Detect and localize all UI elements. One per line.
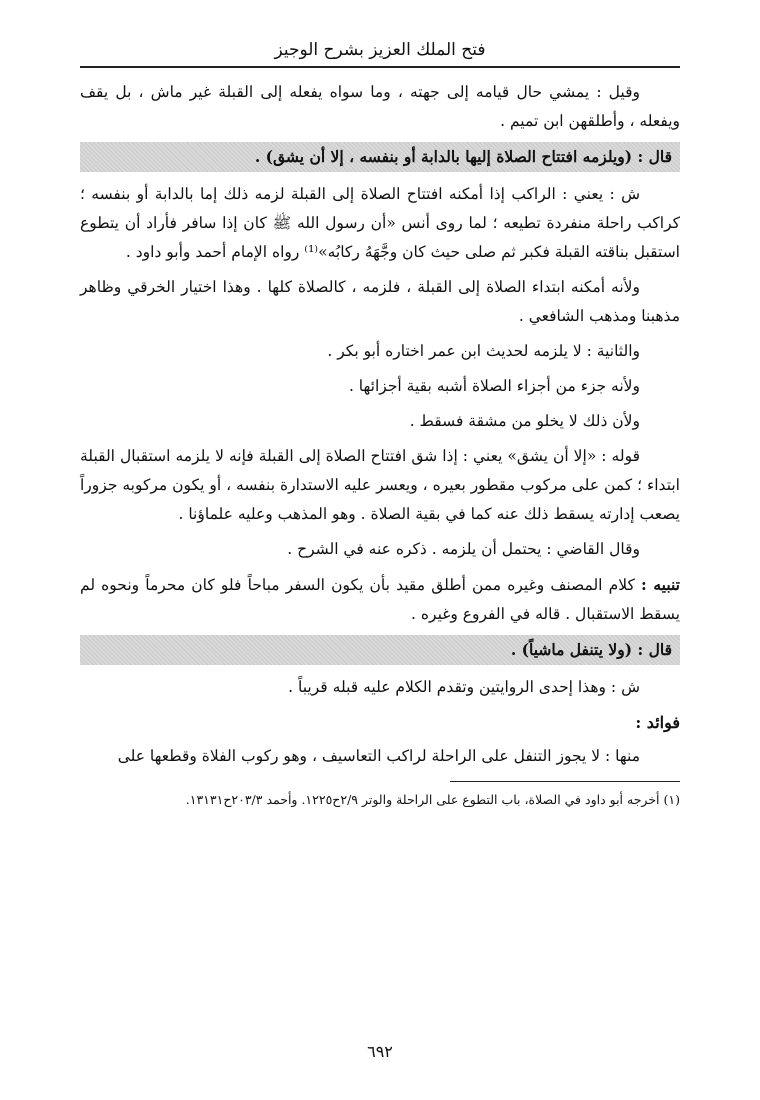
paragraph: قوله : «إلا أن يشق» يعني : إذا شق افتتاح الصلاة إلى القبلة فإنه لا يلزمه استقبال القبلة ابتداء ؛ كمن على مركوب مقطور بعيره ، ويعسر عليه الاستدارة بنفسه ، أو يكون مركوبه جزوراً يصعب إدارته يسقط ذلك عنه كما في بقية الصلاة . وهو المذهب وعليه علماؤنا .: [80, 447, 680, 523]
paragraph: ش : وهذا إحدى الروايتين وتقدم الكلام عليه قبله قريباً .: [288, 678, 640, 696]
note-text: كلام المصنف وغيره ممن أطلق مقيد بأن يكون السفر مباحاً فلو كان محرماً ونحوه لم يسقط الاستقبال . قاله في الفروع وغيره .: [80, 576, 680, 623]
paragraph: ولأنه أمكنه ابتداء الصلاة إلى القبلة ، فلزمه ، كالصلاة كلها . وهذا اختيار الخرقي وظاهر مذهبنا ومذهب الشافعي .: [80, 278, 680, 325]
paragraph: وقيل : يمشي حال قيامه إلى جهته ، وما سواه يفعله إلى القبلة غير ماش ، بل يقف ويفعله ، وأطلقهن ابن تميم .: [80, 83, 680, 130]
footnote: (١) أخرجه أبو داود في الصلاة، باب التطوع على الراحلة والوتر ٢/٩ح١٢٢٥. وأحمد ٢٠٣/٣ح١٣١٣١.: [185, 792, 680, 807]
footnote-divider: [450, 781, 680, 782]
section-heading: فوائد :: [635, 713, 680, 732]
paragraph: منها : لا يجوز التنفل على الراحلة لراكب التعاسيف ، وهو ركوب الفلاة وقطعها على: [117, 747, 640, 765]
paragraph: ولأن ذلك لا يخلو من مشقة فسقط .: [409, 412, 640, 430]
page-number: ٦٩٢: [367, 1042, 393, 1061]
paragraph: والثانية : لا يلزمه لحديث ابن عمر اختاره أبو بكر .: [327, 342, 640, 360]
page-content: [80, 38, 680, 810]
running-title: فتح الملك العزيز بشرح الوجيز: [80, 38, 680, 68]
text-quote-bar: قال : (ويلزمه افتتاح الصلاة إليها بالدابة أو بنفسه ، إلا أن يشق) .: [80, 142, 680, 172]
note-paragraph: [80, 570, 680, 629]
paragraph: ولأنه جزء من أجزاء الصلاة أشبه بقية أجزائها .: [348, 377, 640, 395]
paragraph: وقال القاضي : يحتمل أن يلزمه . ذكره عنه في الشرح .: [287, 540, 640, 558]
text-quote-bar: قال : (ولا يتنفل ماشياً) .: [80, 635, 680, 665]
note-label: تنبيه :: [641, 575, 680, 594]
paragraph: ش : يعني : الراكب إذا أمكنه افتتاح الصلاة إلى القبلة لزمه ذلك إما بالدابة أو بنفسه ؛ كراكب راحلة منفردة تطيعه ؛ لما روى أنس «أن رسول الله ﷺ كان إذا سافر فأراد أن يتطوع استقبل بناقته القبلة فكبر ثم صلى حيث كان وجَّهَهُ ركابُه»⁽¹⁾ رواه الإمام أحمد وأبو داود .: [80, 185, 680, 261]
